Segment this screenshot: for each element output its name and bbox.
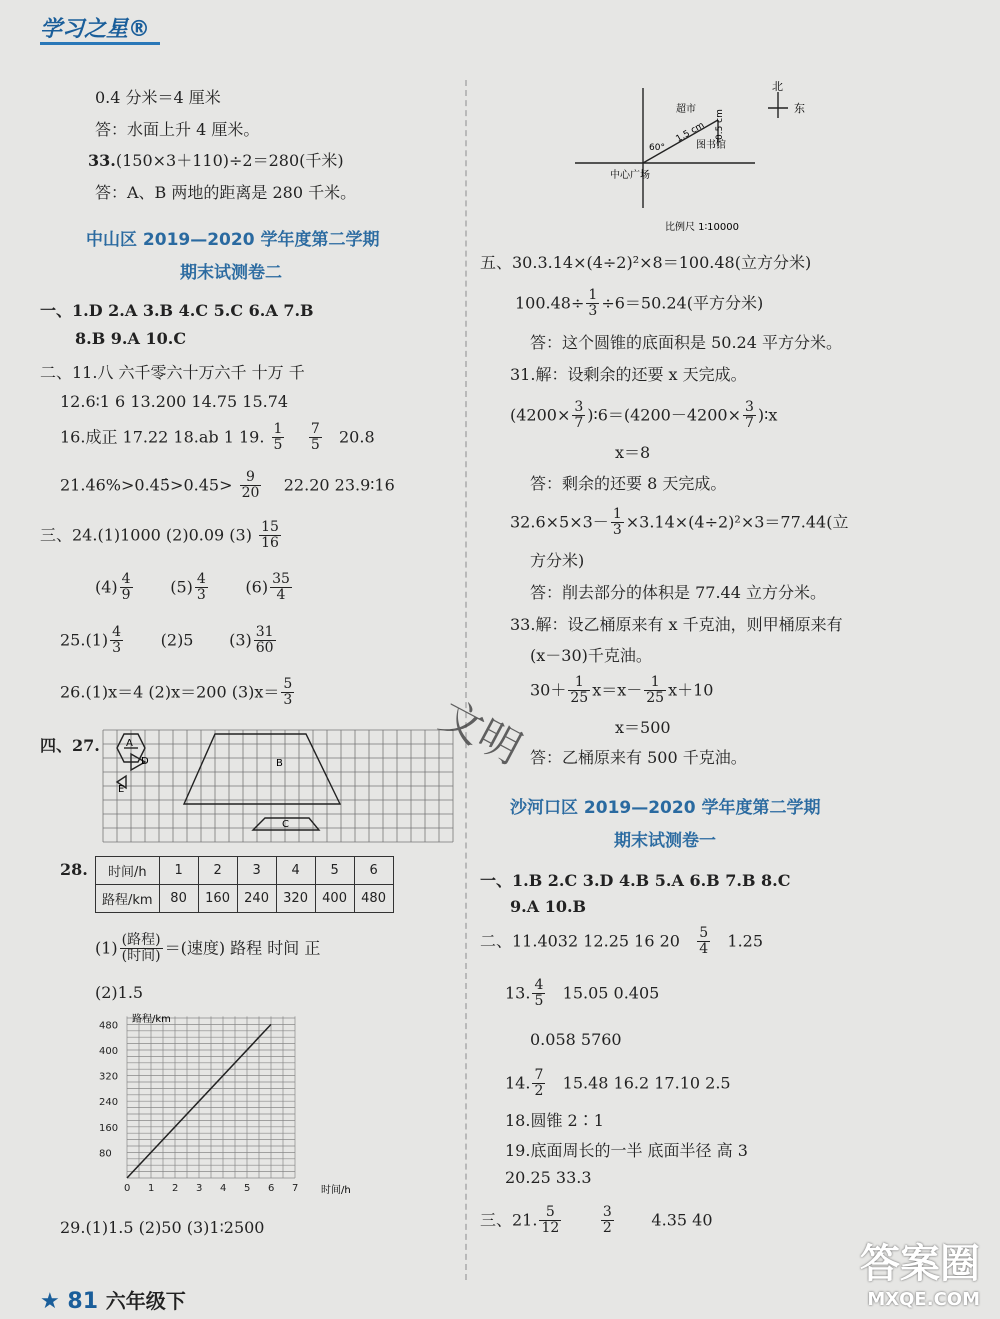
- answer-line: 方分米): [530, 551, 585, 570]
- answer-line: 18.圆锥 2∶1: [505, 1111, 604, 1130]
- x-axis-label: 时间/h: [321, 1185, 351, 1196]
- fraction: $\frac{5}{12}$: [541, 1204, 560, 1237]
- answer-line: [480, 1205, 713, 1237]
- market-label: 超市: [676, 104, 696, 115]
- x-tick-label: 6: [268, 1183, 275, 1194]
- answer-line: 9.A 10.B: [510, 897, 587, 916]
- answer-line: [505, 1068, 731, 1100]
- fraction: $\frac{\text{(路程)}}{\text{(时间)}}$: [121, 932, 161, 965]
- answer-text: (2)5: [160, 630, 194, 650]
- answer-text: (4200×: [510, 405, 571, 425]
- answer-text: 14.: [505, 1073, 531, 1093]
- answer-line: 31.解：设剩余的还要 x 天完成。: [510, 365, 747, 384]
- answer-text: )∶6＝(4200－4200×: [587, 405, 741, 425]
- fraction: $\frac{1}{3}$: [612, 506, 622, 539]
- answer-line: (x－30)千克油。: [530, 646, 652, 665]
- answer-line: [88, 148, 344, 171]
- answer-line: 答：削去部分的体积是 77.44 立方分米。: [530, 583, 826, 602]
- map-scale: 比例尺 1∶10000: [665, 222, 739, 233]
- table-header: 路程/km: [96, 885, 160, 913]
- handwritten-scribble: 文明: [432, 690, 530, 774]
- table-cell: 2: [198, 857, 237, 885]
- table-row: [96, 857, 394, 885]
- answer-text: x＝x－: [592, 680, 643, 700]
- section-title: 中山区 2019—2020 学年度第二学期: [86, 230, 380, 250]
- fraction: $\frac{5}{4}$: [699, 925, 709, 958]
- fraction: $\frac{7}{2}$: [534, 1067, 544, 1100]
- answer-text: 1.25: [727, 931, 764, 951]
- answer-line: 一、1.B 2.C 3.D 4.B 5.A 6.B 7.B 8.C: [480, 871, 791, 890]
- trapezoid-b: [184, 734, 340, 804]
- answer-text: 三、24.(1)1000 (2)0.09 (3): [40, 525, 252, 545]
- table-header: 时间/h: [96, 857, 160, 885]
- answer-text: 25.(1): [60, 630, 109, 650]
- distance-time-graph: [95, 1010, 365, 1210]
- angle-label: 60°: [649, 143, 665, 153]
- answer-line: 二、11.八 六千零六十万六千 十万 千: [40, 363, 305, 382]
- answer-line: [40, 520, 283, 552]
- label-c: C: [282, 819, 289, 830]
- table-cell: 3: [237, 857, 276, 885]
- answer-text: 26.(1)x＝4 (2)x＝200 (3)x＝: [60, 682, 280, 702]
- answer-text: ×3.14×(4÷2)²×3＝77.44(立: [625, 512, 849, 532]
- answer-line: [510, 507, 848, 539]
- x-tick-label: 7: [292, 1183, 299, 1194]
- y-tick-label: 480: [99, 1020, 119, 1032]
- answer-line: 19.底面周长的一半 底面半径 高 3: [505, 1141, 748, 1160]
- question-number: 28.: [60, 860, 88, 879]
- fraction: $\frac{1}{3}$: [588, 287, 598, 320]
- fraction: $\frac{35}{4}$: [272, 571, 290, 604]
- answer-line: [515, 288, 763, 320]
- y-tick-label: 320: [99, 1071, 119, 1083]
- library-label: 图书馆: [696, 140, 726, 151]
- fraction: $\frac{3}{7}$: [744, 399, 754, 432]
- answer-line: 五、30.3.14×(4÷2)²×8＝100.48(立方分米): [480, 253, 812, 272]
- y-tick-label: 80: [99, 1148, 112, 1160]
- north-label: 北: [772, 80, 783, 93]
- x-tick-label: 1: [148, 1183, 155, 1194]
- answer-text: (4): [95, 577, 118, 597]
- table-cell: 1: [159, 857, 198, 885]
- y-tick-label: 240: [99, 1097, 119, 1109]
- y-axis-label: 路程/km: [132, 1014, 171, 1025]
- label-b: B: [276, 758, 283, 769]
- watermark: [860, 1232, 980, 1310]
- label-a: A: [126, 738, 133, 749]
- page-footer: [40, 1285, 186, 1314]
- answer-line: [60, 470, 395, 502]
- fraction: $\frac{7}{5}$: [310, 421, 320, 454]
- answer-line: 一、1.D 2.A 3.B 4.C 5.C 6.A 7.B: [40, 301, 314, 320]
- x-tick-label: 3: [196, 1183, 203, 1194]
- answer-line: 20.25 33.3: [505, 1168, 592, 1187]
- answer-line: 8.B 9.A 10.C: [75, 329, 187, 348]
- answer-line: [480, 926, 763, 958]
- answer-text: 21.46%>0.45̇>0.45>: [60, 475, 233, 495]
- answer-text: 30＋: [530, 680, 567, 700]
- fraction: $\frac{31}{60}$: [255, 624, 274, 657]
- fraction: $\frac{4}{3}$: [196, 571, 206, 604]
- east-label: 东: [794, 102, 805, 115]
- answer-text: 16.成正 17.22 18.ab 1 19.: [60, 427, 265, 447]
- answer-text: 二、11.4032 12.25 16 20: [480, 931, 680, 951]
- answer-text: x＋10: [668, 680, 714, 700]
- answer-text: 32.6×5×3－: [510, 512, 609, 532]
- y-tick-label: 400: [99, 1046, 119, 1057]
- speed-table: [95, 856, 394, 913]
- section-title: 沙河口区 2019—2020 学年度第二学期: [510, 798, 821, 818]
- fraction: $\frac{1}{25}$: [646, 674, 665, 707]
- answer-text: )∶x: [757, 405, 778, 425]
- column-divider: [465, 80, 467, 1280]
- table-cell: 6: [354, 857, 393, 885]
- answer-line: x＝8: [615, 443, 651, 462]
- y-tick-label: 160: [99, 1122, 119, 1134]
- answer-text: ÷6＝50.24(平方分米): [601, 293, 764, 313]
- x-tick-label: 2: [172, 1183, 179, 1194]
- answer-line: [510, 400, 777, 432]
- fraction: $\frac{15}{16}$: [261, 519, 279, 552]
- answer-line: [505, 978, 659, 1010]
- answer-text: (6): [245, 577, 269, 597]
- answer-line: 答：乙桶原来有 500 千克油。: [530, 748, 747, 767]
- distance-label: 1.5 cm: [674, 120, 707, 145]
- answer-text: 15.48 16.2 17.10 2.5: [562, 1073, 731, 1093]
- answer-text: 20.8: [339, 427, 375, 447]
- answer-line: x＝500: [615, 718, 671, 737]
- answer-text: (150×3＋110)÷2＝280(千米): [115, 151, 344, 170]
- fraction: $\frac{4}{9}$: [121, 571, 131, 604]
- answer-text: (3): [229, 630, 252, 650]
- answer-line: 答：这个圆锥的底面积是 50.24 平方分米。: [530, 333, 842, 352]
- answer-text: 13.: [505, 983, 531, 1003]
- table-row: [96, 885, 394, 913]
- answer-text: 100.48÷: [515, 293, 585, 313]
- table-cell: 5: [315, 857, 354, 885]
- table-cell: 4: [276, 857, 315, 885]
- answer-line: 33.解：设乙桶原来有 x 千克油，则甲桶原来有: [510, 615, 843, 634]
- star-icon: ★: [40, 1289, 60, 1314]
- answer-text: (1): [95, 938, 118, 958]
- section-subtitle: 期末试测卷一: [614, 831, 716, 851]
- table-cell: 80: [159, 885, 198, 913]
- answer-line: 0.058 5760: [530, 1030, 622, 1049]
- fraction: $\frac{5}{3}$: [283, 676, 293, 709]
- label-d: D: [141, 756, 149, 767]
- answer-text: 三、21.: [480, 1210, 538, 1230]
- answer-line: (2)1.5: [95, 983, 144, 1002]
- fraction: $\frac{1}{25}$: [570, 674, 589, 707]
- fraction: $\frac{3}{7}$: [574, 399, 584, 432]
- map-figure: [570, 78, 870, 238]
- answer-line: 12.6∶1 6 13.200 14.75 15.74: [60, 392, 289, 411]
- answer-line: [530, 675, 713, 707]
- question-number: 33.: [88, 151, 116, 170]
- distance-label: 0.5 cm: [715, 109, 725, 140]
- answer-line: 0.4 分米＝4 厘米: [95, 88, 221, 107]
- fraction: $\frac{9}{20}$: [241, 469, 260, 502]
- grid-figure: [98, 726, 466, 848]
- answer-line: [95, 572, 294, 604]
- brand-underline: [40, 42, 160, 45]
- fraction: $\frac{3}{2}$: [602, 1204, 612, 1237]
- label-e: E: [118, 784, 125, 795]
- plaza-label: 中心广场: [610, 170, 650, 181]
- watermark-site: MXQE.COM: [867, 1289, 980, 1310]
- answer-text: 15.05 0.405: [562, 983, 660, 1003]
- answer-text: ＝(速度) 路程 时间 正: [164, 938, 321, 958]
- grade-label: 六年级下: [105, 1289, 186, 1313]
- answer-line: [60, 677, 296, 709]
- answer-line: 答：剩余的还要 8 天完成。: [530, 474, 727, 493]
- x-tick-label: 0: [124, 1183, 131, 1194]
- table-cell: 160: [198, 885, 237, 913]
- answer-text: 22.20 23.9∶16: [283, 475, 395, 495]
- watermark-logo: 答案圈: [860, 1241, 980, 1287]
- table-cell: 480: [354, 885, 393, 913]
- answer-line: [60, 422, 375, 454]
- table-cell: 400: [315, 885, 354, 913]
- answer-line: [95, 933, 320, 965]
- x-tick-label: 4: [220, 1183, 227, 1194]
- fraction: $\frac{1}{5}$: [273, 421, 283, 454]
- answer-text: (5): [170, 577, 193, 597]
- answer-line: [60, 625, 278, 657]
- answer-line: 答：A、B 两地的距离是 280 千米。: [95, 183, 357, 202]
- x-tick-label: 5: [244, 1183, 251, 1194]
- question-number: 四、27.: [40, 736, 100, 755]
- page-number: 81: [67, 1289, 99, 1314]
- fraction: $\frac{4}{3}$: [112, 624, 122, 657]
- brand-logo: 学习之星®: [40, 17, 151, 42]
- table-cell: 320: [276, 885, 315, 913]
- table-cell: 240: [237, 885, 276, 913]
- answer-text: 4.35 40: [651, 1210, 713, 1230]
- answer-line: 答：水面上升 4 厘米。: [95, 120, 260, 139]
- section-subtitle: 期末试测卷二: [180, 263, 282, 283]
- answer-line: 29.(1)1.5 (2)50 (3)1∶2500: [60, 1218, 265, 1237]
- fraction: $\frac{4}{5}$: [534, 977, 544, 1010]
